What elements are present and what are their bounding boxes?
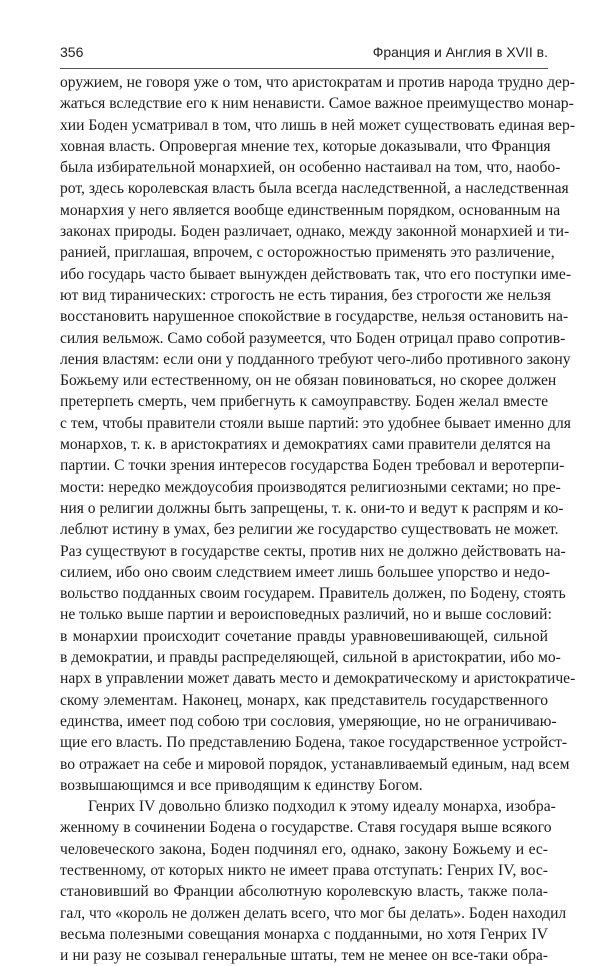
text-line: законах природы. Боден различает, однако, между законной монархией и ти- (60, 223, 570, 241)
text-line: ния о религии должны быть запрещены, т. к. они-то и ведут к распрям и ко- (60, 499, 564, 517)
text-line: Раз существуют в государстве секты, против них не должно действовать на- (60, 542, 566, 560)
text-line: становивший во Франции абсолютную королевскую власть, также пола- (60, 883, 548, 901)
text-line: ют вид тиранических: строгость не есть тирания, без строгости же нельзя (60, 286, 551, 304)
text-line: силия вельмож. Само собой разумеется, что Боден отрицал право сопротив- (60, 329, 566, 347)
text-line: мости: нередко междоусобия производятся религиозными сектами; но пре- (60, 478, 561, 496)
text-line: с тем, чтобы правители стояли выше партий: это удобнее бывает именно для (60, 414, 571, 432)
text-line: ибо государь часто бывает вынужден действовать так, что его поступки име- (60, 265, 572, 283)
text-line: жаться вследствие его к ним ненависти. Самое важное преимущество монар- (60, 95, 574, 113)
paragraph (60, 72, 576, 796)
text-line: силием, ибо оно своим следствием имеет лишь большее упорство и недо- (60, 563, 551, 581)
text-line: в демократии, и правды распределяющей, сильной в аристократии, ибо мо- (60, 649, 561, 667)
paragraph (60, 796, 567, 966)
text-line: не только выше партии и вероисповедных различий, но и выше сословий: (60, 606, 552, 624)
text-line: восстановить нарушенное спокойствие в государстве, нельзя остановить на- (60, 308, 569, 326)
page-number: 356 (60, 44, 84, 60)
text-line: хии Боден усматривал в том, что лишь в ней может существовать единая вер- (60, 116, 576, 134)
text-line: рот, здесь королевская власть была всегда наследственной, а наследственная (60, 180, 569, 198)
text-line: монархов, т. к. в аристократиях и демократиях сами правители делятся на (60, 436, 551, 454)
text-line: Божьему или естественному, он не обязан повиноваться, но скорее должен (60, 372, 557, 390)
text-line: претерпеть смерть, чем прибегнуть к самоуправству. Боден желал вместе (60, 393, 548, 411)
text-line: женному в сочинении Бодена о государстве. Ставя государя выше всякого (60, 819, 552, 837)
header-rule (60, 68, 548, 69)
text-line: в монархии происходит сочетание правды уравновешивающей, сильной (60, 627, 548, 645)
running-title: Франция и Англия в XVII в. (372, 44, 548, 60)
text-line: оружием, не говоря уже о том, что аристократам и против народа трудно дер- (60, 74, 575, 91)
text-line: человеческого закона, Боден подчинял его, однако, закону Божьему и ес- (60, 840, 548, 858)
body-text (60, 72, 576, 966)
text-line: ховная власть. Опровергая мнение тех, которые доказывали, что Франция (60, 137, 551, 155)
text-line: Генрих IV довольно близко подходил к этому идеалу монарха, изобра- (88, 798, 556, 816)
text-line: щие его власть. По представлению Бодена, такое государственное устройст- (60, 734, 568, 752)
text-line: единства, имеет под собою три сословия, умеряющие, но не ограничиваю- (60, 712, 557, 730)
text-line: была избирательной монархией, он особенно настаивал на том, что, наобо- (60, 159, 561, 177)
text-line: леблют истину в умах, без религии же государство существовать не может. (60, 521, 559, 539)
text-line: вольство подданных своим государем. Правитель должен, по Бодену, стоять (60, 585, 566, 603)
text-line: гал, что «король не должен делать всего, что мог бы делать». Боден находил (60, 904, 567, 922)
text-line: ранией, приглашая, впрочем, с осторожностью применять это различение, (60, 244, 555, 262)
text-line: ления властям: если они у подданного требуют чего-либо противного закону (60, 350, 571, 368)
text-line: партии. С точки зрения интересов государства Боден требовал и веротерпи- (60, 457, 565, 475)
text-line: весьма полезными совещания монарха с подданными, но хотя Генрих IV (60, 925, 548, 943)
text-line: возвышающимся и все приводящим к единству Богом. (60, 776, 423, 794)
page-header (60, 44, 548, 64)
text-line: нарх в управлении может давать место и демократическому и аристократиче- (60, 670, 576, 688)
text-line: скому элементам. Наконец, монарх, как представитель государственного (60, 691, 548, 709)
text-line: монархия у него является вообще единственным порядком, основанным на (60, 201, 561, 219)
text-line: во отражает на себе и мировой порядок, устанавливаемый единым, над всем (60, 755, 570, 773)
text-line: и ни разу не созывал генеральные штаты, тем не менее он все-таки обра- (60, 947, 548, 965)
text-line: тественному, от которых никто не имеет права отступать: Генрих IV, вос- (60, 861, 548, 879)
